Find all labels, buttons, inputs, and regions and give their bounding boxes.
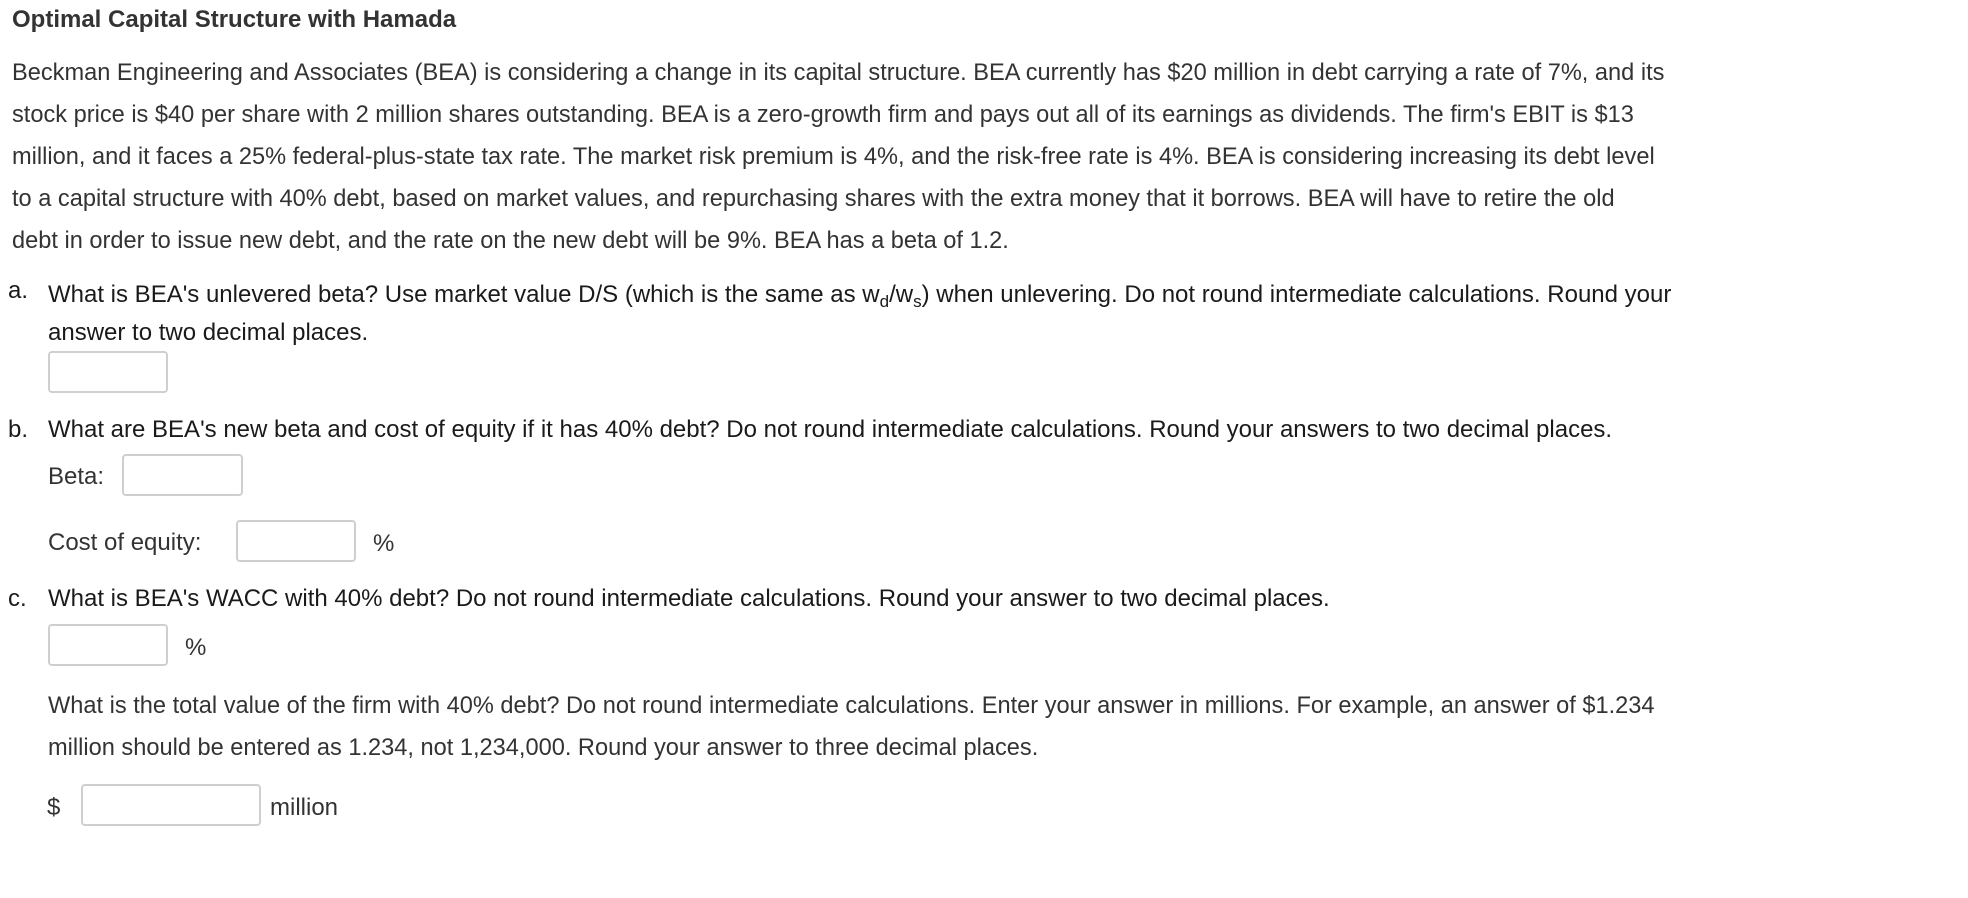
wacc-input[interactable] bbox=[48, 624, 168, 666]
question-a-line2: answer to two decimal places. bbox=[48, 319, 369, 346]
question-b-letter: b. bbox=[8, 416, 29, 443]
question-c-letter: c. bbox=[8, 585, 27, 612]
cost-of-equity-input[interactable] bbox=[236, 520, 356, 562]
intro-line: Beckman Engineering and Associates (BEA) is considering a change in its capital structure. BEA currently has $20 million in debt carrying a rate of 7%, and its bbox=[12, 60, 1665, 86]
unlevered-beta-input[interactable] bbox=[48, 351, 168, 393]
question-a-text bbox=[48, 277, 1671, 351]
firm-value-question-line: What is the total value of the firm with 40% debt? Do not round intermediate calculations. Enter your answer in millions. For example, an answer of $1.234 bbox=[48, 693, 1655, 719]
problem-title: Optimal Capital Structure with Hamada bbox=[12, 6, 457, 33]
question-a-sub-s: s bbox=[913, 292, 922, 311]
problem-intro bbox=[12, 52, 1957, 262]
firm-value-question-line: million should be entered as 1.234, not 1,234,000. Round your answer to three decimal places. bbox=[48, 735, 1039, 761]
question-a-text-after: ) when unlevering. Do not round intermediate calculations. Round your bbox=[921, 281, 1672, 308]
question-a-text-before: What is BEA's unlevered beta? Use market value D/S (which is the same as w bbox=[48, 281, 880, 308]
question-a-slash: /w bbox=[889, 281, 914, 308]
question-c-text: What is BEA's WACC with 40% debt? Do not round intermediate calculations. Round your answer to two decimal places. bbox=[48, 585, 1330, 612]
intro-line: stock price is $40 per share with 2 million shares outstanding. BEA is a zero-growth firm and pays out all of its earnings as dividends. The firm's EBIT is $13 bbox=[12, 102, 1634, 128]
dollar-sign: $ bbox=[47, 794, 61, 821]
question-a-line1 bbox=[48, 277, 1671, 315]
question-b-text: What are BEA's new beta and cost of equity if it has 40% debt? Do not round intermediate calculations. Round your answers to two decimal places. bbox=[48, 416, 1613, 443]
firm-value-input[interactable] bbox=[81, 784, 261, 826]
new-beta-input[interactable] bbox=[122, 454, 243, 496]
question-a-sub-d: d bbox=[879, 292, 890, 311]
cost-of-equity-percent: % bbox=[373, 530, 395, 557]
question-a-letter: a. bbox=[8, 277, 29, 304]
beta-label: Beta: bbox=[48, 463, 105, 490]
cost-of-equity-label: Cost of equity: bbox=[48, 529, 202, 556]
firm-value-question bbox=[48, 685, 1655, 769]
intro-line: to a capital structure with 40% debt, based on market values, and repurchasing shares with the extra money that it borrows. BEA will have to retire the old bbox=[12, 186, 1615, 212]
intro-line: debt in order to issue new debt, and the rate on the new debt will be 9%. BEA has a beta of 1.2. bbox=[12, 228, 1009, 254]
million-unit: million bbox=[270, 794, 339, 821]
intro-line: million, and it faces a 25% federal-plus-state tax rate. The market risk premium is 4%, and the risk-free rate is 4%. BEA is considering increasing its debt level bbox=[12, 144, 1655, 170]
wacc-percent: % bbox=[185, 634, 207, 661]
